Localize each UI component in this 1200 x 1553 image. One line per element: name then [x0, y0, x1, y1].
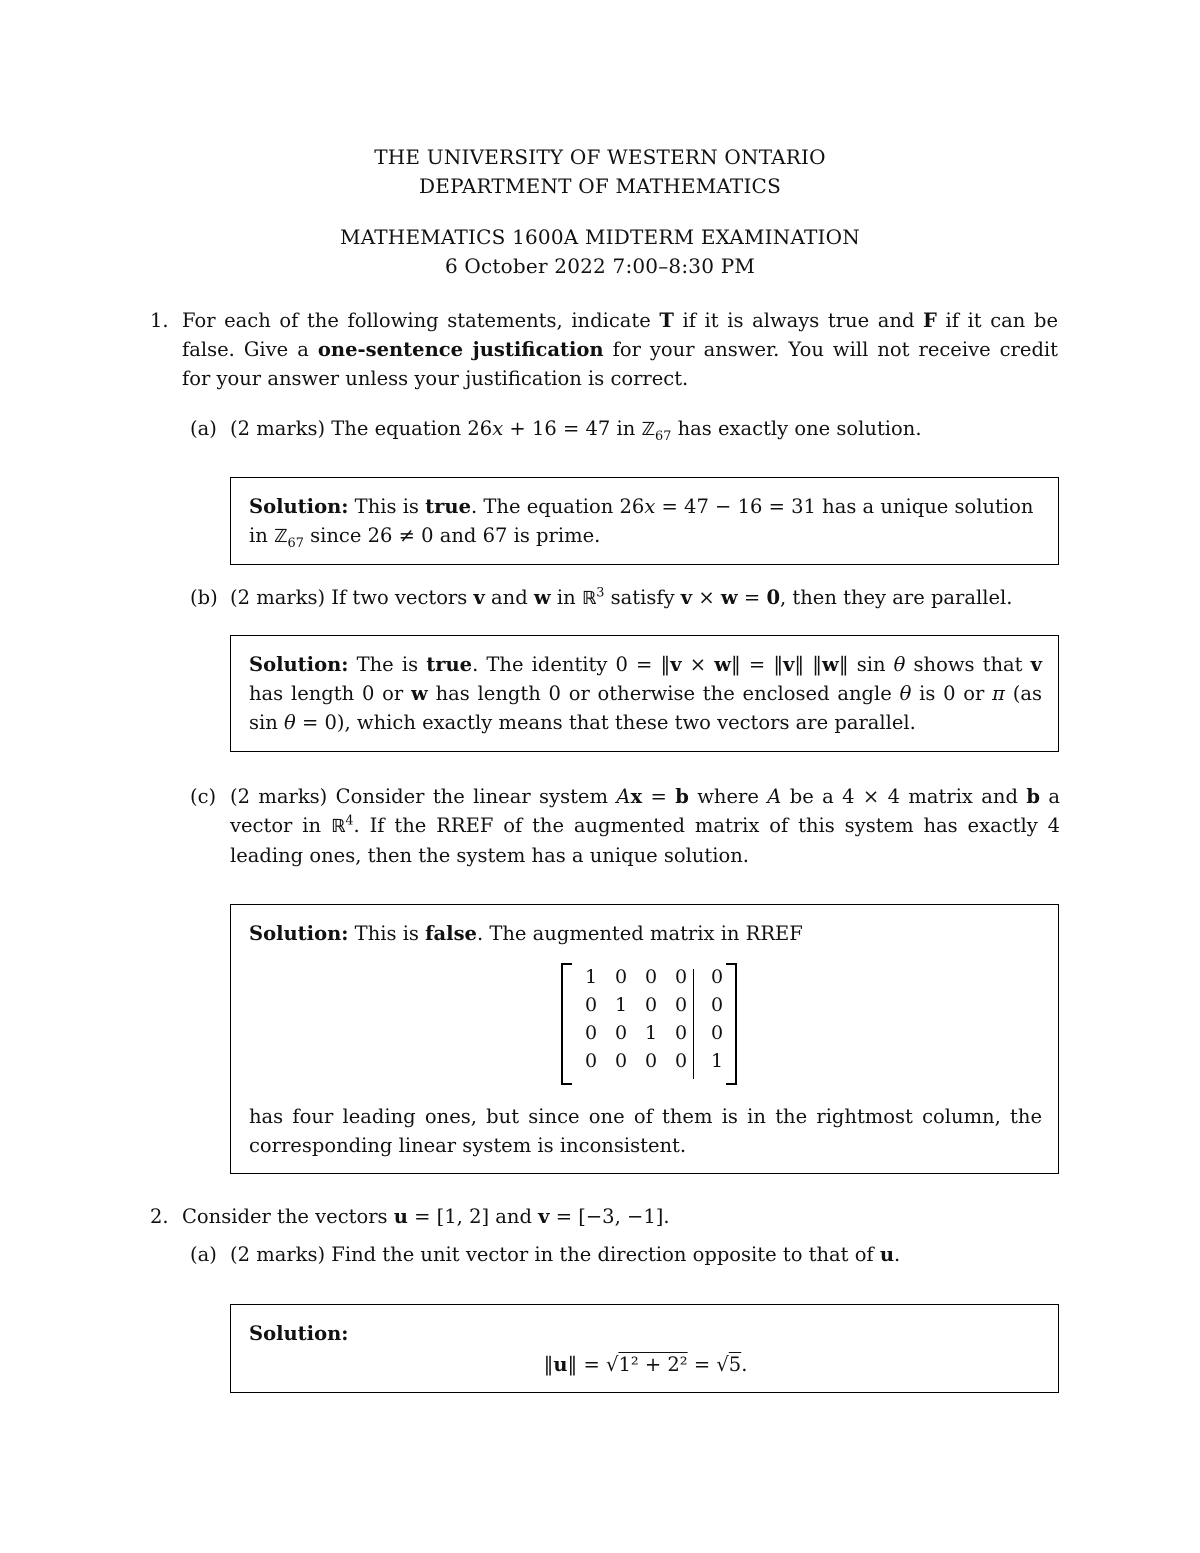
matrix-cell: 0 — [674, 994, 688, 1016]
matrix-cell: 0 — [644, 1050, 658, 1072]
matrix-cell: 0 — [644, 966, 658, 988]
matrix-cell: 0 — [614, 966, 628, 988]
solution-2a-equation: ‖u‖ = √1² + 2² = √5. — [543, 1353, 748, 1376]
question-1-number: 1. — [150, 309, 169, 332]
part-1b-label: (b) — [190, 586, 218, 609]
solution-1b-text: Solution: The is true. The identity 0 = ‖v × w‖ = ‖v‖ ‖w‖ sin θ shows that v has length 0 or w has length 0 or otherwise the enclosed angle θ is 0 or π (as sin θ = 0), which exactly means that these two vectors are parallel. — [249, 653, 1042, 734]
part-1a-statement: (2 marks) The equation 26x + 16 = 47 in ℤ$_{67}$ has exactly one solution. — [230, 417, 922, 444]
exam-title: MATHEMATICS 1600A MIDTERM EXAMINATION — [340, 225, 860, 249]
matrix-cell: 0 — [710, 966, 724, 988]
matrix-cell: 0 — [710, 1022, 724, 1044]
matrix-cell: 0 — [584, 1050, 598, 1072]
rref-augmented-matrix — [561, 963, 737, 1085]
question-2-number: 2. — [150, 1205, 169, 1228]
question-1-instructions: For each of the following statements, indicate T if it is always true and F if it can be false. Give a one-sentence justification for your answer. You will not receive credit for your answer unless your justification is correct. — [182, 309, 1058, 390]
solution-box-2a — [230, 1304, 1059, 1393]
part-2a-label: (a) — [190, 1243, 217, 1266]
matrix-left-bracket — [561, 963, 572, 1085]
exam-date: 6 October 2022 7:00–8:30 PM — [444, 254, 756, 278]
solution-1a-text: Solution: This is true. The equation 26x = 47 − 16 = 31 has a unique solution in ℤ$_{67}$ since 26 ≠ 0 and 67 is prime. — [249, 495, 1034, 551]
matrix-cell: 0 — [674, 966, 688, 988]
part-1b-statement: (2 marks) If two vectors v and w in ℝ$^3$ satisfy v × w = 0, then they are parallel. — [230, 585, 1013, 609]
matrix-cell: 0 — [614, 1050, 628, 1072]
matrix-cell: 0 — [674, 1050, 688, 1072]
solution-box-1b — [230, 635, 1059, 752]
solution-1c-intro: Solution: This is false. The augmented matrix in RREF — [249, 922, 803, 945]
part-1a-label: (a) — [190, 417, 217, 440]
matrix-cell: 0 — [710, 994, 724, 1016]
question-2-statement: Consider the vectors u = [1, 2] and v = [−3, −1]. — [182, 1205, 670, 1228]
part-1c-statement: (2 marks) Consider the linear system Ax = b where A be a 4 × 4 matrix and b a vector in ℝ$^4$. If the RREF of the augmented matrix of this system has exactly 4 leading ones, then the system has a unique solution. — [230, 785, 1061, 867]
matrix-cell: 1 — [644, 1022, 658, 1044]
matrix-cell: 1 — [710, 1050, 724, 1072]
matrix-cell: 0 — [644, 994, 658, 1016]
matrix-cell: 0 — [674, 1022, 688, 1044]
solution-box-1c — [230, 904, 1059, 1174]
solution-2a-heading: Solution: — [249, 1322, 349, 1345]
matrix-cell: 0 — [614, 1022, 628, 1044]
solution-1c-conclusion: has four leading ones, but since one of them is in the rightmost column, the corresponding linear system is inconsistent. — [249, 1105, 1042, 1157]
matrix-cell: 1 — [584, 966, 598, 988]
part-1c-label: (c) — [190, 785, 217, 808]
matrix-cell: 0 — [584, 1022, 598, 1044]
part-2a-statement: (2 marks) Find the unit vector in the direction opposite to that of u. — [230, 1243, 901, 1266]
university-name: THE UNIVERSITY OF WESTERN ONTARIO — [374, 145, 826, 169]
solution-box-1a — [230, 477, 1059, 565]
department-name: DEPARTMENT OF MATHEMATICS — [419, 174, 781, 198]
matrix-cell: 1 — [614, 994, 628, 1016]
matrix-cell: 0 — [584, 994, 598, 1016]
